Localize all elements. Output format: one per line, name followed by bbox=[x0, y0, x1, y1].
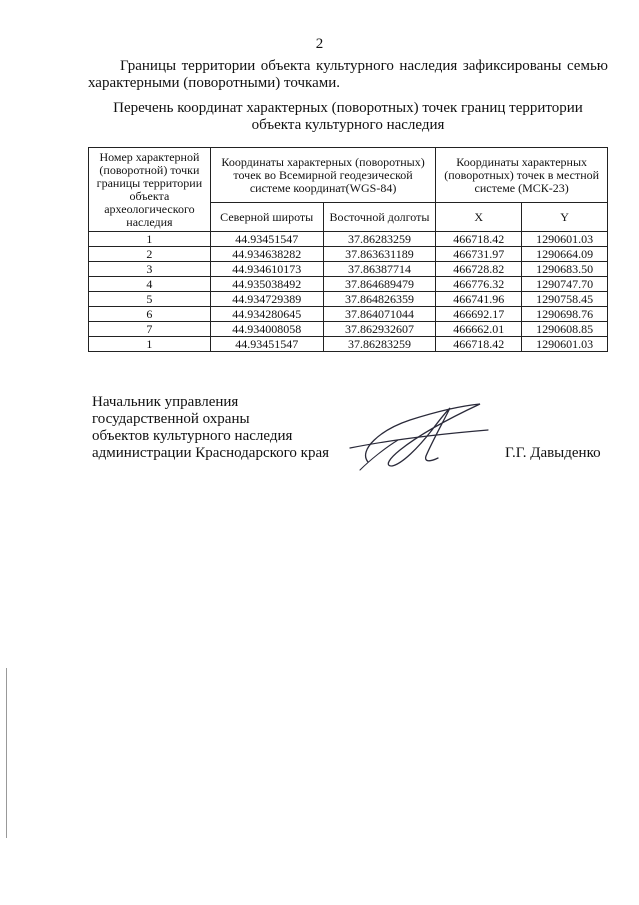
table-row bbox=[89, 277, 608, 292]
cell-y: 1290664.09 bbox=[522, 247, 608, 262]
cell-y: 1290747.70 bbox=[522, 277, 608, 292]
signature-block bbox=[92, 394, 329, 462]
subheader-longitude: Восточной долготы bbox=[323, 203, 436, 232]
cell-lat: 44.934610173 bbox=[210, 262, 323, 277]
cell-lon: 37.86283259 bbox=[323, 232, 436, 247]
table-row bbox=[89, 322, 608, 337]
table-row bbox=[89, 247, 608, 262]
cell-lon: 37.862932607 bbox=[323, 322, 436, 337]
cell-lat: 44.934729389 bbox=[210, 292, 323, 307]
cell-x: 466662.01 bbox=[436, 322, 522, 337]
intro-paragraph: Границы территории объекта культурного наследия зафиксированы семью характерными (поворотными) точками. bbox=[88, 58, 608, 91]
cell-n: 2 bbox=[89, 247, 211, 262]
cell-n: 6 bbox=[89, 307, 211, 322]
cell-x: 466718.42 bbox=[436, 337, 522, 352]
cell-lon: 37.86283259 bbox=[323, 337, 436, 352]
cell-lon: 37.864071044 bbox=[323, 307, 436, 322]
cell-lat: 44.934008058 bbox=[210, 322, 323, 337]
cell-n: 1 bbox=[89, 337, 211, 352]
header-msk23: Координаты характерных (поворотных) точек в местной системе (МСК-23) bbox=[436, 148, 608, 203]
cell-x: 466776.32 bbox=[436, 277, 522, 292]
cell-x: 466731.97 bbox=[436, 247, 522, 262]
cell-n: 3 bbox=[89, 262, 211, 277]
cell-x: 466692.17 bbox=[436, 307, 522, 322]
signatory-name: Г.Г. Давыденко bbox=[505, 445, 601, 461]
signature-title-line: государственной охраны bbox=[92, 411, 250, 427]
cell-y: 1290758.45 bbox=[522, 292, 608, 307]
cell-lat: 44.93451547 bbox=[210, 232, 323, 247]
cell-y: 1290601.03 bbox=[522, 337, 608, 352]
table-row bbox=[89, 262, 608, 277]
cell-lat: 44.93451547 bbox=[210, 337, 323, 352]
table-row bbox=[89, 337, 608, 352]
cell-n: 7 bbox=[89, 322, 211, 337]
cell-y: 1290698.76 bbox=[522, 307, 608, 322]
page-number: 2 bbox=[315, 36, 324, 52]
table-row bbox=[89, 232, 608, 247]
signature-title-line: Начальник управления bbox=[92, 394, 239, 410]
signature-title-line: администрации Краснодарского края bbox=[92, 445, 330, 461]
cell-lon: 37.863631189 bbox=[323, 247, 436, 262]
coordinates-table bbox=[88, 147, 608, 352]
cell-n: 4 bbox=[89, 277, 211, 292]
cell-y: 1290601.03 bbox=[522, 232, 608, 247]
cell-x: 466728.82 bbox=[436, 262, 522, 277]
subheader-latitude: Северной широты bbox=[210, 203, 323, 232]
cell-n: 1 bbox=[89, 232, 211, 247]
cell-lat: 44.935038492 bbox=[210, 277, 323, 292]
subheader-y: Y bbox=[522, 203, 608, 232]
handwritten-signature bbox=[340, 400, 490, 475]
cell-y: 1290683.50 bbox=[522, 262, 608, 277]
cell-x: 466718.42 bbox=[436, 232, 522, 247]
cell-lat: 44.934280645 bbox=[210, 307, 323, 322]
table-title: Перечень координат характерных (поворотных) точек границ территории объекта культурного наследия bbox=[113, 100, 583, 133]
cell-lon: 37.86387714 bbox=[323, 262, 436, 277]
cell-lat: 44.934638282 bbox=[210, 247, 323, 262]
header-point-number: Номер характерной (поворотной) точки границы территории объекта археологического наследия bbox=[89, 148, 211, 232]
table-row bbox=[89, 292, 608, 307]
table-row bbox=[89, 307, 608, 322]
cell-lon: 37.864826359 bbox=[323, 292, 436, 307]
cell-x: 466741.96 bbox=[436, 292, 522, 307]
table-body bbox=[89, 232, 608, 352]
cell-y: 1290608.85 bbox=[522, 322, 608, 337]
cell-n: 5 bbox=[89, 292, 211, 307]
header-wgs84: Координаты характерных (поворотных) точек во Всемирной геодезической системе координат(WGS-84) bbox=[210, 148, 436, 203]
signature-title-line: объектов культурного наследия bbox=[92, 428, 293, 444]
margin-scan-line bbox=[6, 668, 7, 838]
subheader-x: X bbox=[436, 203, 522, 232]
cell-lon: 37.864689479 bbox=[323, 277, 436, 292]
